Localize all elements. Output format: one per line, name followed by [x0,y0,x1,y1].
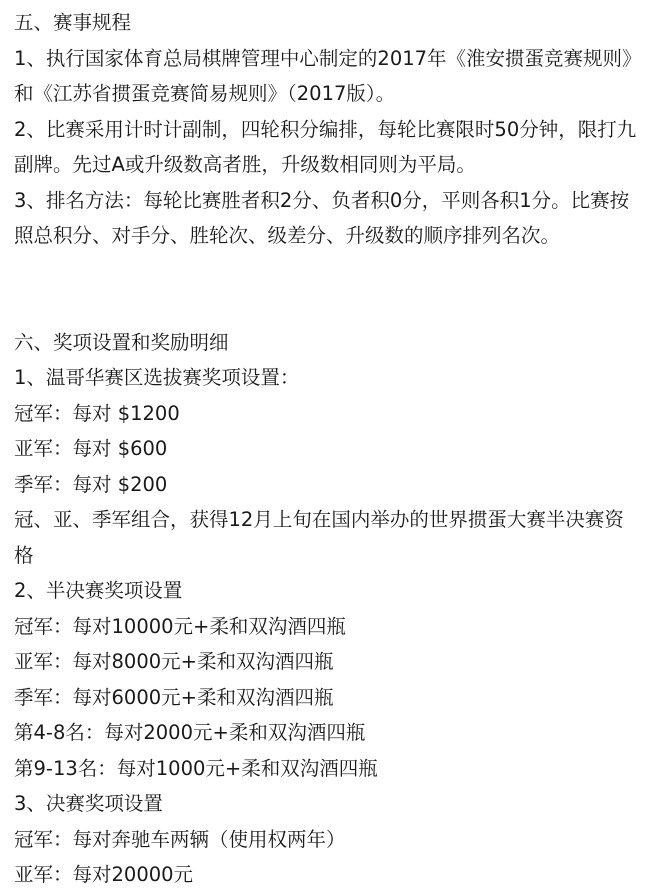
semifinal-prizes-title: 2、半决赛奖项设置 [14,579,183,602]
semifinal-prize-4-8: 第4-8名：每对2000元+柔和双沟酒四瓶 [14,721,366,744]
final-prize-champion: 冠军：每对奔驰车两辆（使用权两年） [14,827,346,851]
final-prizes-title: 3、决赛奖项设置 [14,792,163,815]
section-spacer [14,254,640,325]
semifinal-prize-third: 季军：每对6000元+柔和双沟酒四瓶 [14,685,334,709]
semifinal-prize-champion: 冠军：每对10000元+柔和双沟酒四瓶 [14,614,346,638]
semifinal-prize-runner-up: 亚军：每对8000元+柔和双沟酒四瓶 [14,650,334,673]
vancouver-prize-champion: 冠军：每对 $1200 [14,401,180,425]
rule-1: 1、执行国家体育总局棋牌管理中心制定的2017年《淮安掼蛋竞赛规则》和《江苏省掼蛋竞赛简易规则》（2017版）。 [14,46,632,105]
semifinal-prize-9-13: 第9-13名：每对1000元+柔和双沟酒四瓶 [14,756,378,780]
vancouver-prize-runner-up: 亚军：每对 $600 [14,437,168,460]
rule-2: 2、比赛采用计时计副制，四轮积分编排，每轮比赛限时50分钟，限打九副牌。先过A或升级数高者胜，升级数相同则为平局。 [14,117,637,176]
document-body [14,5,640,893]
section-heading-rules: 五、赛事规程 [14,11,132,34]
vancouver-prizes-title: 1、温哥华赛区选拔赛奖项设置： [14,366,300,389]
section-heading-prizes: 六、奖项设置和奖励明细 [14,330,229,354]
final-prize-runner-up: 亚军：每对20000元 [14,863,194,886]
vancouver-qualification-note: 冠、亚、季军组合，获得12月上旬在国内举办的世界掼蛋大赛半决赛资格 [14,508,624,567]
vancouver-prize-third: 季军：每对 $200 [14,472,168,496]
rule-3: 3、排名方法：每轮比赛胜者积2分、负者积0分，平则各积1分。比赛按照总积分、对手分、胜轮次、级差分、升级数的顺序排列名次。 [14,188,630,247]
